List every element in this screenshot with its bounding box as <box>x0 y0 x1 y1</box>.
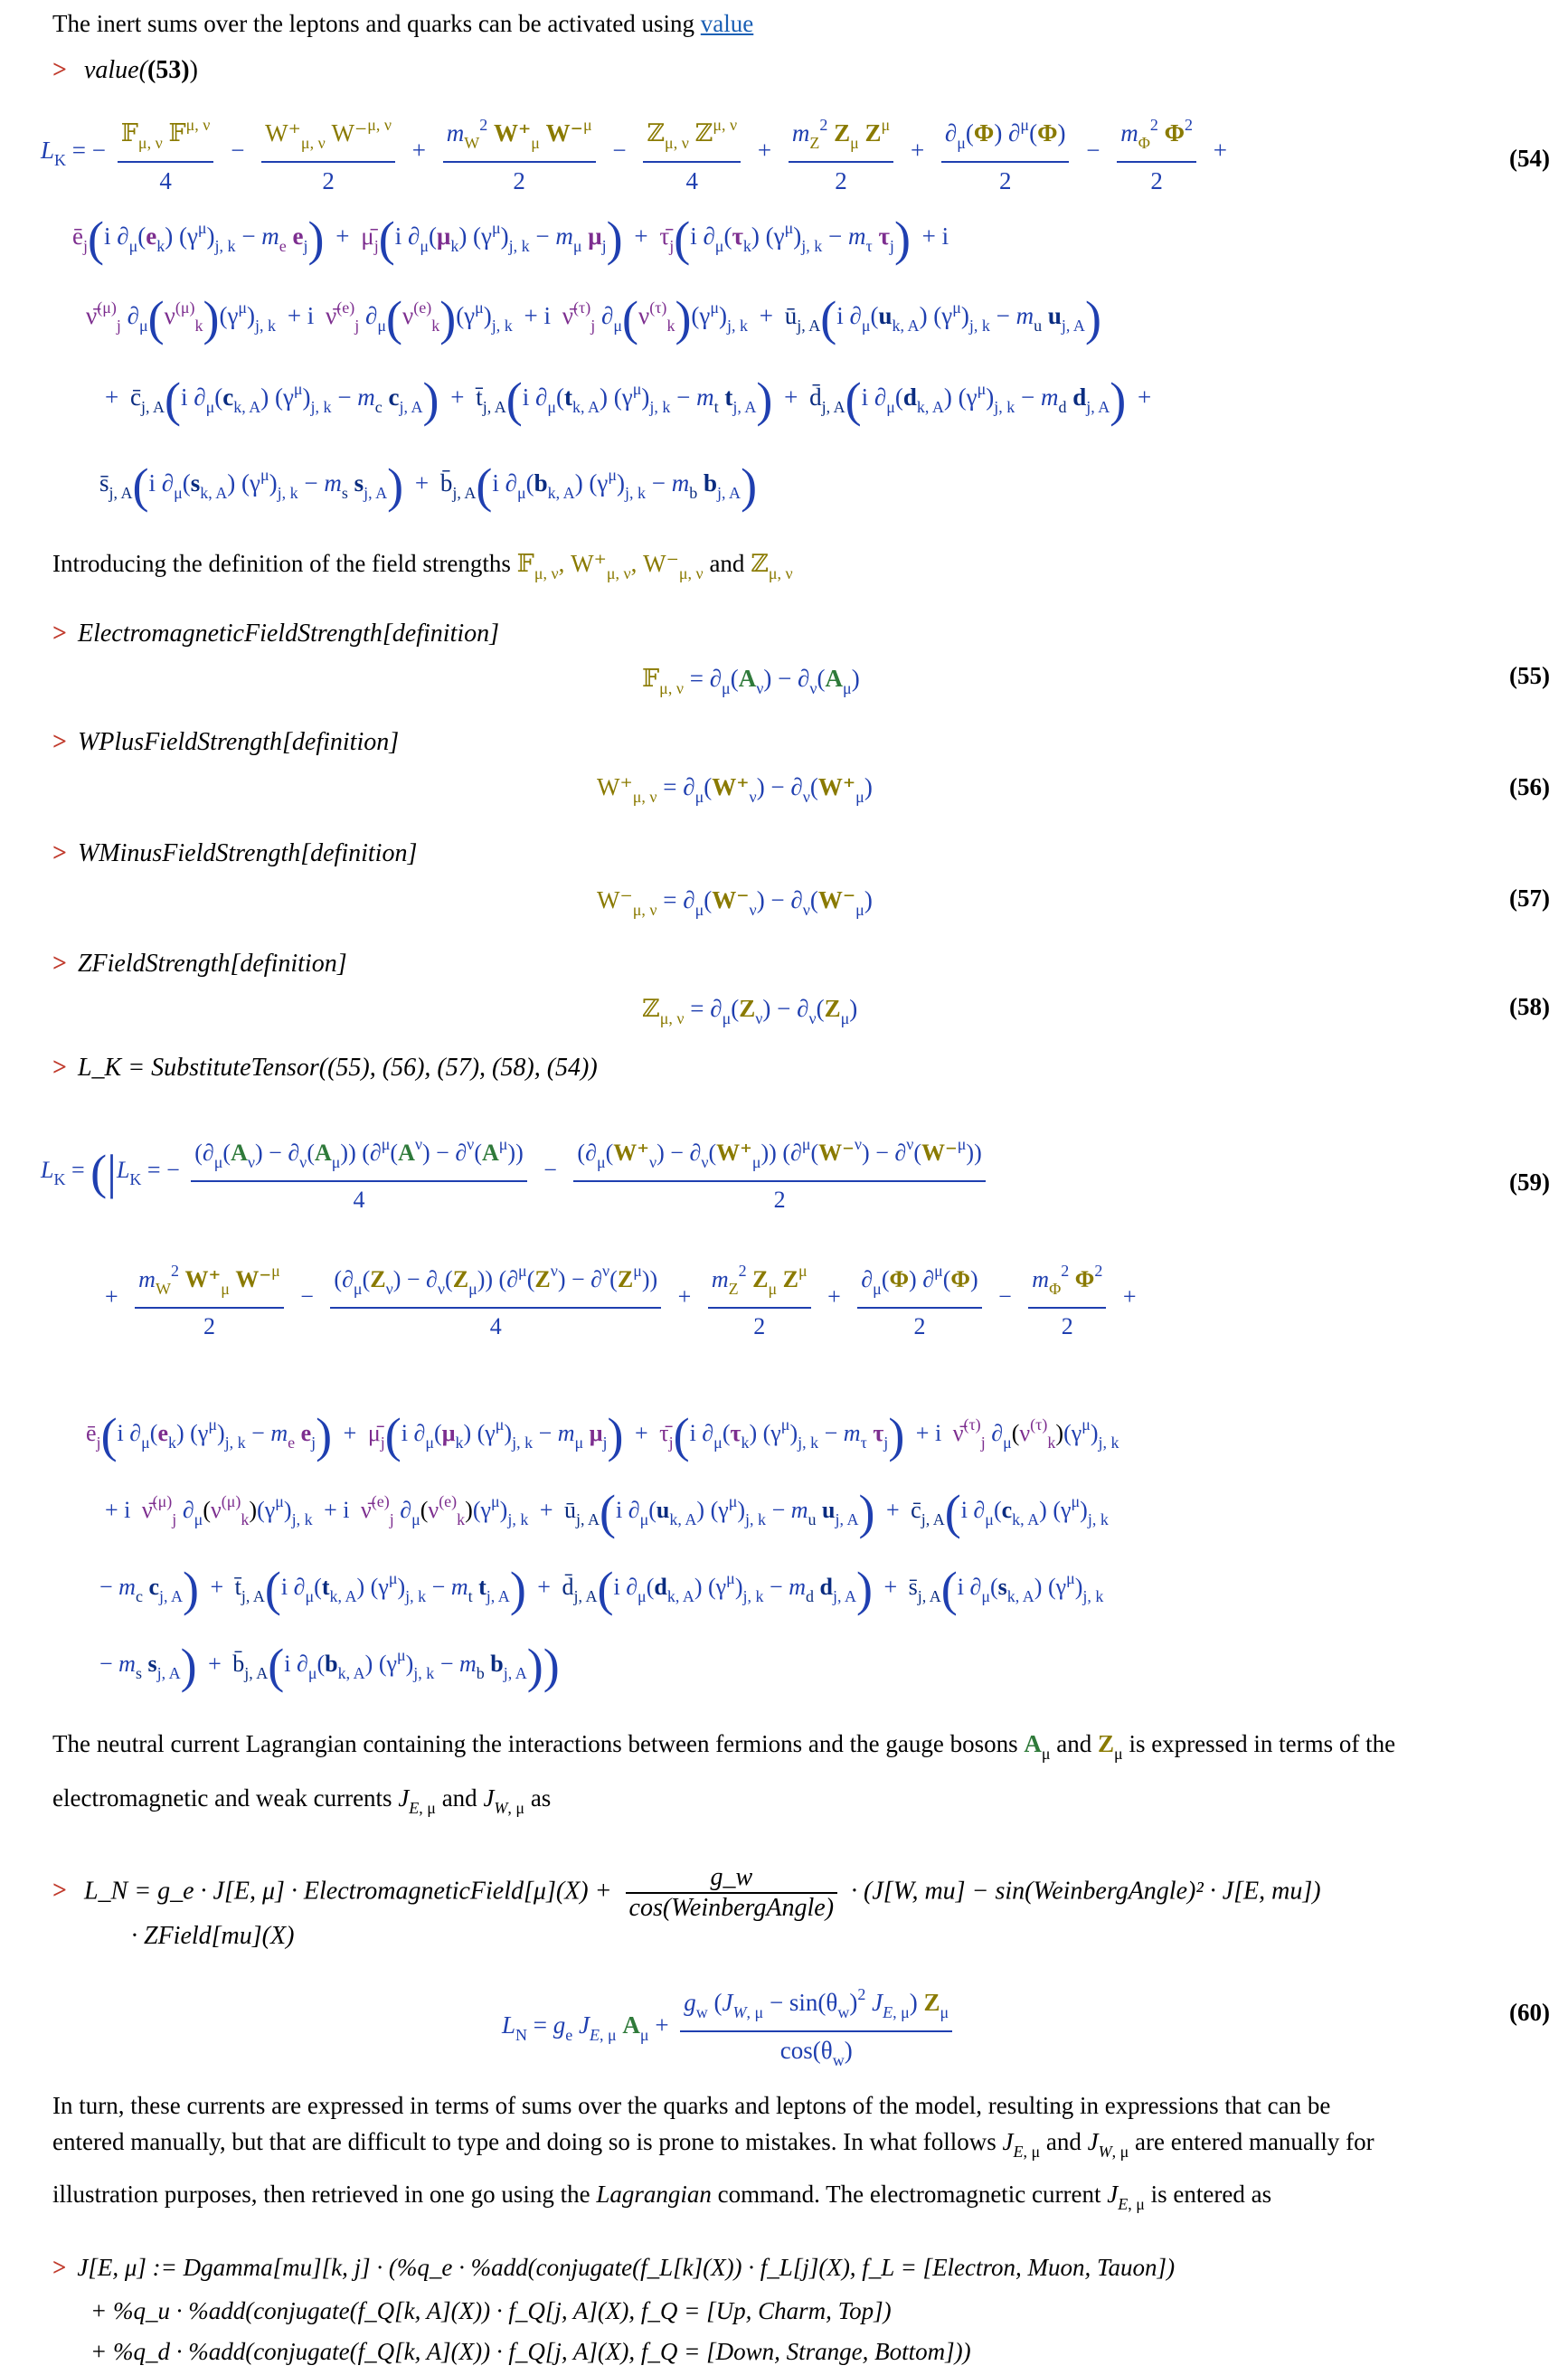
para1-text1: The neutral current Lagrangian containing the interactions between fermions and the gauge bosons <box>52 1730 1018 1757</box>
input-wminus[interactable] <box>52 839 417 868</box>
input-value-53[interactable] <box>52 56 198 85</box>
input-current-cont1[interactable] <box>90 2297 892 2325</box>
eq54-line5: $s̄_{j, A}(i$ $\partial_\mu(s_{k, A}) (\gamma^\mu)_{j, k} - m_s$ $s_{j, A}$) + $b̄_{j, A}(i$ $\partial_\mu(b_{k, A}) (\gamma^\mu)_{j, k} - m_b$ $b_{j, A}$) <box>99 458 758 513</box>
intro2-text: Introducing the definition of the field strengths 𝔽$_{\mu, \nu}$, $W^+_{\mu, \nu}$, $W^-_{\mu, \nu}$ and ℤ$_{\mu, \nu}$ <box>52 550 793 582</box>
intro-text <box>52 7 753 40</box>
eq57: $W^-_{\mu, \nu} = \partial_\mu(W^-_\nu) - \partial_\nu(W^-_\mu)$ <box>597 886 873 919</box>
command-text: L_N = g_e · J[E, μ] · ElectromagneticField[μ](X) + <box>83 1877 612 1906</box>
input-wplus[interactable] <box>52 728 399 757</box>
command-text: J[E, μ] := Dgamma[mu][k, j] · (%q_e · %add(conjugate(f_L[k](X)) · f_L[j](X), f_L = [Electron, Muon, Tauon]) <box>77 2254 1176 2281</box>
command-text-2: + %q_u · %add(conjugate(f_Q[k, A](X)) · f_Q[j, A](X), f_Q = [Up, Charm, Top]) <box>90 2297 892 2324</box>
intro-sentence: The inert sums over the leptons and quarks can be activated using <box>52 10 695 37</box>
command-text: WMinusFieldStrength[definition] <box>77 839 418 867</box>
eq55-label: (55) <box>1509 662 1550 689</box>
prompt-icon: > <box>52 620 67 648</box>
input-substitute[interactable] <box>52 1054 598 1083</box>
close-paren: ) <box>189 56 198 84</box>
command-text-3: + %q_d · %add(conjugate(f_Q[k, A](X)) · f_Q[j, A](X), f_Q = [Down, Strange, Bottom])) <box>90 2338 971 2365</box>
para1-line2: electromagnetic and weak currents $J_{E, \mu}$ and $J_{W, \mu}$ as <box>52 1784 552 1817</box>
para2-line2: entered manually, but that are difficult to type and doing so is prone to mistakes. In what follows $J_{E, \mu}$ and $J_{W, \mu}$ are entered manually for <box>52 2128 1374 2161</box>
command-text: ZFieldStrength[definition] <box>77 950 347 978</box>
command-text: WPlusFieldStrength[definition] <box>77 728 400 756</box>
eq59-line5: − $m_c$ $c_{j, A}$) + $t̄_{j, A}(i$ $\partial_\mu(t_{k, A}) (\gamma^\mu)_{j, k} - m_t$ $t_{j, A}$) + $d̄_{j, A}(i$ $\partial_\mu(d_{k, A}) (\gamma^\mu)_{j, k} - m_d$ $d_{j, A}$) + $s̄_{j, A}(i$ $\partial_\mu(s_{k, A})$ $(\gamma^\mu)_{j, k}$ <box>99 1562 1104 1617</box>
eq56-label: (56) <box>1509 773 1550 800</box>
command-text: value( <box>83 56 147 84</box>
para1-text4: as <box>530 1784 552 1812</box>
input-emfs[interactable] <box>52 620 499 648</box>
input-ln[interactable] <box>52 1863 1321 1923</box>
value-help-link[interactable]: value <box>700 10 754 37</box>
intro2-sentence: Introducing the definition of the field strengths <box>52 550 511 577</box>
prompt-icon: > <box>52 728 67 756</box>
fraction-den: cos(WeinbergAngle) <box>628 1894 835 1922</box>
input-ln-cont[interactable] <box>131 1922 294 1951</box>
eq59-line3: $ē_j(i$ $\partial_\mu(e_k) (\gamma^\mu)_{j, k} - m_e$ $e_j$) + $\mū_j(i$ $\partial_\mu(\mu_k) (\gamma^\mu)_{j, k} - m_\mu$ $\mu_j$) + $\taū_j(i$ $\partial_\mu(\tau_k) (\gamma^\mu)_{j, k} - m_\tau$ $\tau_j) + i$ ν̄$^{(\tau)}_j$ $\partial_\mu(\nu^{(\tau)}_k)(\gamma^\mu)_{j, k}$ <box>86 1408 1119 1463</box>
prompt-icon: > <box>52 56 67 84</box>
eq59-line2: + $\frac{m_W^2 W^+_\mu W^-^\mu}{2}$ − $\frac{(\partial_\mu(Z_\nu) - \partial_\nu(Z_\mu)) (\partial^\mu(Z^\nu) - \partial^\nu(Z^\mu))}{4}$ + $\frac{m_Z^2 Z_\mu Z^\mu}{2}$ + $\frac{\partial_\mu(\Phi) \partial^\mu(\Phi)}{2}$ − $\frac{m_\Phi^2 \Phi^2}{2}$ + <box>99 1253 1141 1345</box>
input-zfs[interactable] <box>52 950 347 979</box>
and-word: and <box>709 550 745 577</box>
cmd60-fraction <box>626 1863 838 1923</box>
eq59-line4: + i ν̄$^{(\mu)}_j$ $\partial_\mu(\nu^{(\mu)}_k)(\gamma^\mu)_{j, k} + i$ ν̄$^{(e)}_j$ $\partial_\mu(\nu^{(e)}_k)(\gamma^\mu)_{j, k}$ + $ū_{j, A}(i$ $\partial_\mu(u_{k, A}) (\gamma^\mu)_{j, k} - m_u$ $u_{j, A}$) + $c̄_{j, A}(i$ $\partial_\mu(c_{k, A})$ $(\gamma^\mu)_{j, k}$ <box>105 1485 1109 1540</box>
para2-line3: illustration purposes, then retrieved in one go using the Lagrangian command. The electromagnetic current $J_{E, \mu}$ is entered as <box>52 2181 1272 2213</box>
para1-text2: is expressed in terms of the <box>1129 1730 1396 1757</box>
eq54-line2: $ē_j(i$ $\partial_\mu(e_k) (\gamma^\mu)_{j, k} - m_e$ $e_j$) + $\mū_j(i$ $\partial_\mu(\mu_k) (\gamma^\mu)_{j, k} - m_\mu$ $\mu_j$) + $\taū_j(i$ $\partial_\mu(\tau_k) (\gamma^\mu)_{j, k} - m_\tau$ $\tau_j) + i$ <box>72 211 949 266</box>
eq-ref: (53) <box>146 56 190 84</box>
input-current[interactable] <box>52 2254 1175 2282</box>
eq58-label: (58) <box>1509 993 1550 1020</box>
prompt-icon: > <box>52 2254 67 2281</box>
eq58: ℤ$_{\mu, \nu}$ = $\partial_\mu(Z_\nu) - \partial_\nu(Z_\mu)$ <box>642 995 858 1027</box>
para1-text3: electromagnetic and weak currents <box>52 1784 392 1812</box>
prompt-icon: > <box>52 839 67 867</box>
eq59-label: (59) <box>1509 1169 1550 1196</box>
eq54-line3: ν̄$^{(\mu)}_j$ $\partial_\mu(\nu^{(\mu)}_k)(\gamma^\mu)_{j, k} + i$ ν̄$^{(e)}_j$ $\partial_\mu(\nu^{(e)}_k)(\gamma^\mu)_{j, k} + i$ ν̄$^{(\tau)}_j$ $\partial_\mu(\nu^{(\tau)}_k)(\gamma^\mu)_{j, k}$ + $ū_{j, A}(i$ $\partial_\mu(u_{k, A}) (\gamma^\mu)_{j, k} - m_u$ $u_{j, A}$) <box>86 290 1101 345</box>
prompt-icon: > <box>52 950 67 978</box>
eq56: $W^+_{\mu, \nu} = \partial_\mu(W^+_\nu) - \partial_\nu(W^+_\mu)$ <box>597 773 873 806</box>
eq57-label: (57) <box>1509 885 1550 912</box>
prompt-icon: > <box>52 1877 67 1906</box>
eq54-label: (54) <box>1509 145 1550 172</box>
command-text-3: · ZField[mu](X) <box>131 1922 295 1950</box>
command-text: ElectromagneticFieldStrength[definition] <box>77 620 500 648</box>
input-current-cont2[interactable] <box>90 2338 971 2366</box>
para2-line1: In turn, these currents are expressed in terms of sums over the quarks and leptons of the model, resulting in expressions that can be <box>52 2092 1331 2119</box>
prompt-icon: > <box>52 1054 67 1082</box>
command-text: L_K = SubstituteTensor((55), (56), (57), (58), (54)) <box>77 1054 598 1082</box>
fraction-num: g_w <box>626 1863 838 1894</box>
eq54-line1: $L_K$ = − $\frac{𝔽_{\mu, \nu} 𝔽^{\mu, \nu}}{4}$ − $\frac{W^+_{\mu, \nu} W^-^{\mu, \nu}}{2}$ + $\frac{m_W^2 W^+_\mu W^-^\mu}{2}$ − $\frac{ℤ_{\mu, \nu} ℤ^{\mu, \nu}}{4}$ + $\frac{m_Z^2 Z_\mu Z^\mu}{2}$ + $\frac{\partial_\mu(\Phi) \partial^\mu(\Phi)}{2}$ − $\frac{m_\Phi^2 \Phi^2}{2}$ + <box>41 107 1233 199</box>
eq59-line1: $L_K = (|L_K$ = − $\frac{(\partial_\mu(A_\nu) - \partial_\nu(A_\mu)) (\partial^\mu(A^\nu) - \partial^\nu(A^\mu))}{4}$ − $\frac{(\partial_\mu(W^+_\nu) - \partial_\nu(W^+_\mu)) (\partial^\mu(W^-^\nu) - \partial^\nu(W^-^\mu))}{2}$ <box>41 1126 991 1218</box>
eq55: 𝔽$_{\mu, \nu}$ = $\partial_\mu(A_\nu) - \partial_\nu(A_\mu)$ <box>642 665 860 697</box>
eq54-line4: + $c̄_{j, A}(i$ $\partial_\mu(c_{k, A}) (\gamma^\mu)_{j, k} - m_c$ $c_{j, A}$) + $t̄_{j, A}(i$ $\partial_\mu(t_{k, A}) (\gamma^\mu)_{j, k} - m_t$ $t_{j, A}$) + $d̄_{j, A}(i$ $\partial_\mu(d_{k, A}) (\gamma^\mu)_{j, k} - m_d$ $d_{j, A}$) + <box>105 372 1152 427</box>
eq59-line6: − $m_s$ $s_{j, A}$) + $b̄_{j, A}(i$ $\partial_\mu(b_{k, A}) (\gamma^\mu)_{j, k} - m_b$ $b_{j, A}$)) <box>99 1639 560 1694</box>
eq60-label: (60) <box>1509 1999 1550 2026</box>
eq60: $L_N = g_e$ $J_{E, \mu}$ $A_\mu$ + $\frac{g_w (J_{W, \mu} - \sin(\theta_w)^2 J_{E, \mu}) Z_\mu}{\cos(\theta_w)}$ <box>502 1976 958 2078</box>
command-text-2: · (J[W, mu] − sin(WeinbergAngle)² · J[E, mu]) <box>851 1877 1321 1906</box>
para1-line1: The neutral current Lagrangian containing the interactions between fermions and the gauge bosons $A_\mu$ and $Z_\mu$ is expressed in terms of the <box>52 1730 1396 1763</box>
